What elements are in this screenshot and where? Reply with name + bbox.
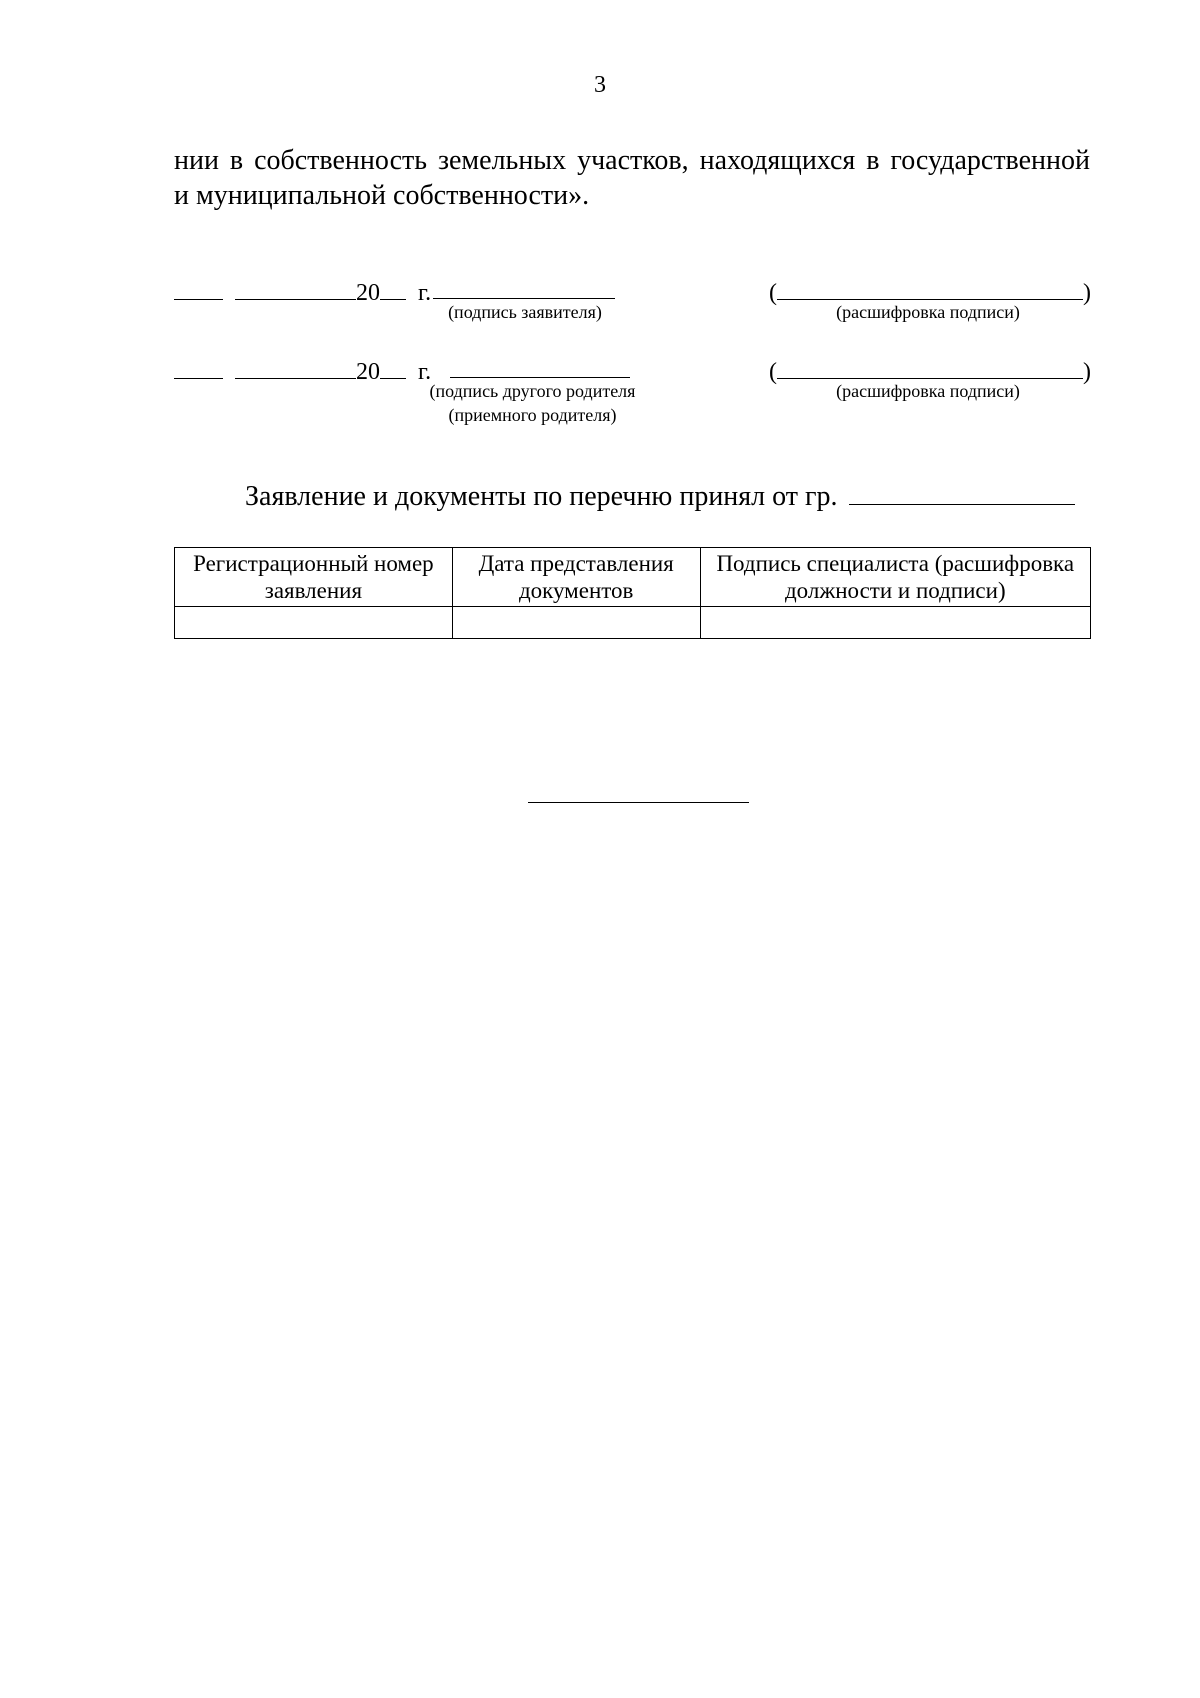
year-suffix: г. bbox=[418, 280, 432, 306]
decode-blank[interactable] bbox=[777, 273, 1083, 300]
close-paren: ) bbox=[1083, 359, 1091, 385]
received-statement bbox=[245, 476, 1075, 513]
open-paren: ( bbox=[769, 359, 777, 385]
year-prefix: 20 bbox=[356, 359, 380, 385]
day-blank[interactable] bbox=[174, 273, 223, 300]
page-number: 3 bbox=[594, 72, 606, 98]
received-from-blank[interactable] bbox=[849, 476, 1075, 505]
date-field-other-parent bbox=[174, 352, 432, 385]
table-header-row bbox=[175, 548, 1091, 607]
header-line: Подпись специалиста (расшифровка bbox=[716, 551, 1075, 576]
header-line: должности и подписи) bbox=[784, 578, 1006, 603]
year-suffix: г. bbox=[418, 359, 432, 385]
other-parent-signature-caption bbox=[405, 379, 660, 427]
year-blank[interactable] bbox=[380, 273, 406, 300]
month-blank[interactable] bbox=[235, 352, 356, 379]
applicant-decode-field bbox=[769, 273, 1091, 306]
specialist-signature-cell[interactable] bbox=[700, 607, 1090, 639]
date-field-applicant bbox=[174, 273, 432, 306]
applicant-signature-line[interactable] bbox=[433, 298, 615, 299]
end-divider bbox=[528, 802, 749, 803]
received-text: Заявление и документы по перечню принял от гр. bbox=[245, 481, 838, 512]
table-row bbox=[175, 607, 1091, 639]
day-blank[interactable] bbox=[174, 352, 223, 379]
other-parent-decode-caption: (расшифровка подписи) bbox=[836, 381, 1020, 401]
header-registration-number bbox=[175, 548, 453, 607]
header-line: документов bbox=[518, 578, 634, 603]
other-parent-decode-field bbox=[769, 352, 1091, 385]
decode-blank[interactable] bbox=[777, 352, 1083, 379]
other-parent-signature-line[interactable] bbox=[450, 377, 630, 378]
year-prefix: 20 bbox=[356, 280, 380, 306]
open-paren: ( bbox=[769, 280, 777, 306]
applicant-decode-caption: (расшифровка подписи) bbox=[836, 302, 1020, 322]
header-line: Регистрационный номер bbox=[193, 551, 434, 576]
submission-date-cell[interactable] bbox=[452, 607, 700, 639]
paragraph-continuation bbox=[174, 143, 1090, 213]
other-parent-caption-line-2: (приемного родителя) bbox=[448, 405, 617, 425]
registration-table bbox=[174, 547, 1091, 639]
month-blank[interactable] bbox=[235, 273, 356, 300]
other-parent-caption-line-1: (подпись другого родителя bbox=[429, 381, 636, 401]
paragraph-line-1: нии в собственность земельных участков, находящихся в государственной bbox=[174, 145, 1090, 176]
close-paren: ) bbox=[1083, 280, 1091, 306]
paragraph-line-2: и муниципальной собственности». bbox=[174, 180, 590, 211]
registration-number-cell[interactable] bbox=[175, 607, 453, 639]
header-specialist-signature bbox=[700, 548, 1090, 607]
year-blank[interactable] bbox=[380, 352, 406, 379]
header-line: Дата представления bbox=[478, 551, 674, 576]
header-line: заявления bbox=[264, 578, 363, 603]
header-submission-date bbox=[452, 548, 700, 607]
applicant-signature-caption: (подпись заявителя) bbox=[448, 302, 602, 322]
